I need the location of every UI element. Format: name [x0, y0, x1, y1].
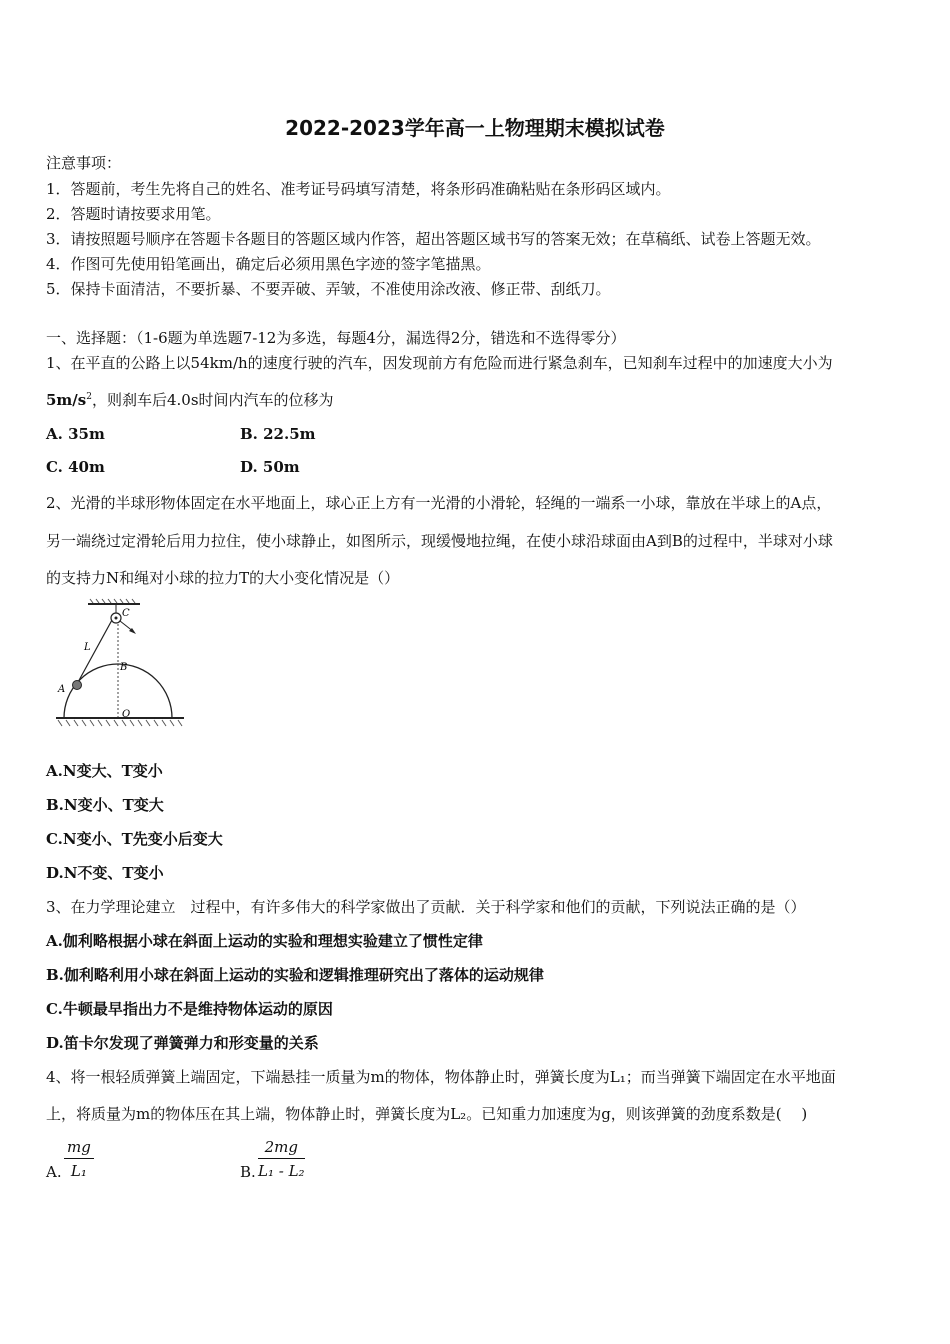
q4-option-a-label: A.	[46, 1163, 62, 1181]
q3-option-c: C.牛顿最早指出力不是维持物体运动的原因	[46, 1000, 333, 1018]
q4-option-b-fraction	[258, 1138, 305, 1180]
q2-stem-line1: 2、光滑的半球形物体固定在水平地面上，球心正上方有一光滑的小滑轮，轻绳的一端系一小球，靠放在半球上的A点，	[46, 494, 832, 512]
q3-option-a: A.伽利略根据小球在斜面上运动的实验和理想实验建立了惯性定律	[46, 932, 483, 950]
q1-stem-line2	[46, 389, 334, 410]
label-a: A	[58, 684, 66, 695]
q4-option-b-label: B.	[240, 1163, 256, 1181]
q2-stem-line3: 的支持力N和绳对小球的拉力T的大小变化情况是（）	[46, 569, 400, 587]
notice-heading: 注意事项：	[46, 154, 122, 172]
q4-stem-line1: 4、将一根轻质弹簧上端固定，下端悬挂一质量为m的物体，物体静止时，弹簧长度为L₁；而当弹簧下端固定在水平地面	[46, 1068, 836, 1086]
q1-accel-exponent: 2	[86, 392, 92, 402]
q1-option-d: D. 50m	[240, 458, 300, 476]
notice-item: 1．答题前，考生先将自己的姓名、准考证号码填写清楚，将条形码准确粘贴在条形码区域内。	[46, 180, 671, 198]
q1-stem-line1: 1、在平直的公路上以54km/h的速度行驶的汽车，因发现前方有危险而进行紧急刹车，已知刹车过程中的加速度大小为	[46, 354, 833, 372]
q4-option-b-denominator: L₁ - L₂	[258, 1162, 305, 1180]
label-b: B	[120, 662, 128, 673]
q3-option-b: B.伽利略利用小球在斜面上运动的实验和逻辑推理研究出了落体的运动规律	[46, 966, 544, 984]
q3-option-d: D.笛卡尔发现了弹簧弹力和形变量的关系	[46, 1034, 319, 1052]
q1-stem-tail: ，则刹车后4.0s时间内汽车的位移为	[91, 391, 334, 409]
notice-item: 4．作图可先使用铅笔画出，确定后必须用黑色字迹的签字笔描黑。	[46, 255, 491, 273]
section-heading: 一、选择题：（1-6题为单选题7-12为多选，每题4分，漏选得2分，错选和不选得零分）	[46, 329, 626, 347]
q2-option-d: D.N不变、T变小	[46, 864, 164, 882]
notice-item: 3．请按照题号顺序在答题卡各题目的答题区域内作答，超出答题区域书写的答案无效；在草稿纸、试卷上答题无效。	[46, 230, 821, 248]
label-o: O	[122, 709, 131, 720]
q2-option-c: C.N变小、T先变小后变大	[46, 830, 223, 848]
q1-option-c: C. 40m	[46, 458, 105, 476]
q1-accel-value: 5m/s	[46, 391, 87, 409]
q2-option-a: A.N变大、T变小	[46, 762, 163, 780]
q4-stem-line2: 上，将质量为m的物体压在其上端，物体静止时，弹簧长度为L₂。已知重力加速度为g，则该弹簧的劲度系数是( )	[46, 1105, 808, 1123]
q4-option-a-numerator: mg	[64, 1138, 94, 1159]
q3-stem: 3、在力学理论建立 过程中，有许多伟大的科学家做出了贡献．关于科学家和他们的贡献，下列说法正确的是（）	[46, 898, 806, 916]
q2-stem-line2: 另一端绕过定滑轮后用力拉住，使小球静止，如图所示，现缓慢地拉绳，在使小球沿球面由A到B的过程中，半球对小球	[46, 532, 833, 550]
q4-option-a-fraction	[64, 1138, 94, 1180]
q4-option-a-denominator: L₁	[70, 1162, 87, 1180]
label-c: C	[122, 608, 130, 619]
q4-option-b-numerator: 2mg	[258, 1138, 305, 1159]
hemisphere-pulley-figure	[52, 598, 192, 730]
q1-option-a: A. 35m	[46, 425, 105, 443]
notice-item: 5．保持卡面清洁，不要折暴、不要弄破、弄皱，不准使用涂改液、修正带、刮纸刀。	[46, 280, 611, 298]
label-l: L	[84, 642, 91, 653]
notice-item: 2．答题时请按要求用笔。	[46, 205, 221, 223]
q2-option-b: B.N变小、T变大	[46, 796, 164, 814]
q1-option-b: B. 22.5m	[240, 425, 316, 443]
page-title: 2022-2023学年高一上物理期末模拟试卷	[285, 116, 665, 140]
